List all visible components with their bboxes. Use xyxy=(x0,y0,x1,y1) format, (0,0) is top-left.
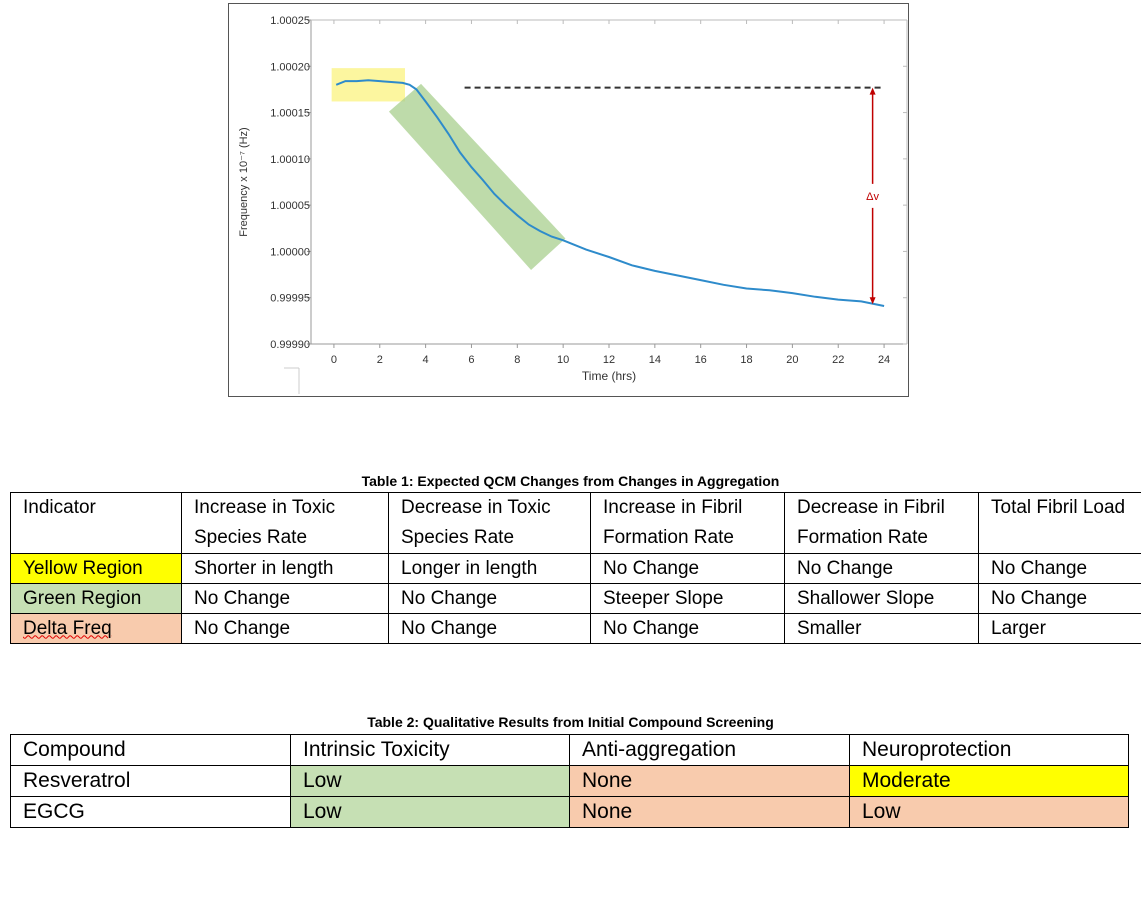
table-cell: Low xyxy=(291,797,570,828)
green-region xyxy=(389,84,566,270)
table-cell: Shorter in length xyxy=(182,554,389,584)
table-row xyxy=(11,614,1141,644)
table2-header-row xyxy=(11,735,1129,766)
table1-header-cell: Increase in Toxic Species Rate xyxy=(182,493,389,554)
x-tick-label: 24 xyxy=(877,354,891,366)
x-tick-label: 22 xyxy=(832,354,845,366)
table1-header-cell: Total Fibril Load xyxy=(979,493,1141,554)
x-tick-label: 6 xyxy=(468,354,475,366)
chart-svg xyxy=(229,4,908,396)
x-tick-label: 20 xyxy=(786,354,799,366)
qcm-chart xyxy=(228,3,909,397)
table1-caption: Table 1: Expected QCM Changes from Changes in Aggregation xyxy=(361,473,780,489)
compound-name: Resveratrol xyxy=(11,766,291,797)
x-tick-label: 2 xyxy=(376,354,383,366)
y-tick-label: 1.00010 xyxy=(270,153,310,166)
y-tick-label: 0.99995 xyxy=(270,292,310,305)
table2-header-cell: Intrinsic Toxicity xyxy=(291,735,570,766)
table-cell: Smaller xyxy=(785,614,979,644)
x-tick-label: 12 xyxy=(602,354,616,366)
y-tick-label: 1.00005 xyxy=(270,200,310,213)
table-cell: Longer in length xyxy=(389,554,591,584)
delta-arrow-head-top xyxy=(870,88,876,95)
table-row xyxy=(11,554,1141,584)
y-tick-label: 1.00020 xyxy=(270,61,310,74)
delta-label: Δv xyxy=(866,190,880,203)
table-cell: No Change xyxy=(389,584,591,614)
x-tick-label: 8 xyxy=(514,354,521,366)
x-tick-label: 10 xyxy=(557,354,570,366)
table-cell: No Change xyxy=(785,554,979,584)
table2-header-cell: Neuroprotection xyxy=(850,735,1129,766)
y-tick-label: 1.00000 xyxy=(270,246,310,259)
y-tick-label: 1.00025 xyxy=(270,15,310,27)
table-cell: Low xyxy=(850,797,1129,828)
x-axis-label: Time (hrs) xyxy=(581,369,637,383)
table-cell: No Change xyxy=(182,584,389,614)
table1-header-cell: Decrease in Toxic Species Rate xyxy=(389,493,591,554)
table2 xyxy=(10,734,1129,828)
x-tick-label: 18 xyxy=(740,354,753,366)
x-tick-label: 14 xyxy=(648,354,661,366)
indicator-delta-freq xyxy=(11,614,182,644)
table-cell: No Change xyxy=(591,554,785,584)
y-axis-label: Frequency x 10⁻⁷ (Hz) xyxy=(238,127,250,237)
table-row xyxy=(11,766,1129,797)
delta-freq-label: Delta Freq xyxy=(23,617,112,639)
table-cell: Shallower Slope xyxy=(785,584,979,614)
table1-header-cell: Decrease in Fibril Formation Rate xyxy=(785,493,979,554)
table-cell: None xyxy=(570,797,850,828)
table-cell: Low xyxy=(291,766,570,797)
table-cell: No Change xyxy=(182,614,389,644)
x-tick-label: 16 xyxy=(694,354,707,366)
indicator-green-region: Green Region xyxy=(11,584,182,614)
table1-header-cell: Increase in Fibril Formation Rate xyxy=(591,493,785,554)
y-tick-label: 1.00015 xyxy=(270,107,310,120)
x-tick-label: 4 xyxy=(422,354,429,366)
table-cell: Steeper Slope xyxy=(591,584,785,614)
table-cell: No Change xyxy=(979,584,1141,614)
y-tick-label: 0.99990 xyxy=(270,339,310,351)
table-cell: No Change xyxy=(389,614,591,644)
table1 xyxy=(10,492,1141,644)
x-tick-label: 0 xyxy=(330,354,337,366)
compound-name: EGCG xyxy=(11,797,291,828)
table1-header-row xyxy=(11,493,1141,554)
table2-header-cell: Compound xyxy=(11,735,291,766)
yellow-region xyxy=(332,68,405,101)
table-cell: No Change xyxy=(979,554,1141,584)
table-cell: Larger xyxy=(979,614,1141,644)
table2-header-cell: Anti-aggregation xyxy=(570,735,850,766)
table1-header-cell: Indicator xyxy=(11,493,182,554)
table-cell: No Change xyxy=(591,614,785,644)
table-cell: None xyxy=(570,766,850,797)
table2-caption: Table 2: Qualitative Results from Initial Compound Screening xyxy=(367,714,774,730)
table-row xyxy=(11,584,1141,614)
indicator-yellow-region: Yellow Region xyxy=(11,554,182,584)
table-cell: Moderate xyxy=(850,766,1129,797)
table-row xyxy=(11,797,1129,828)
